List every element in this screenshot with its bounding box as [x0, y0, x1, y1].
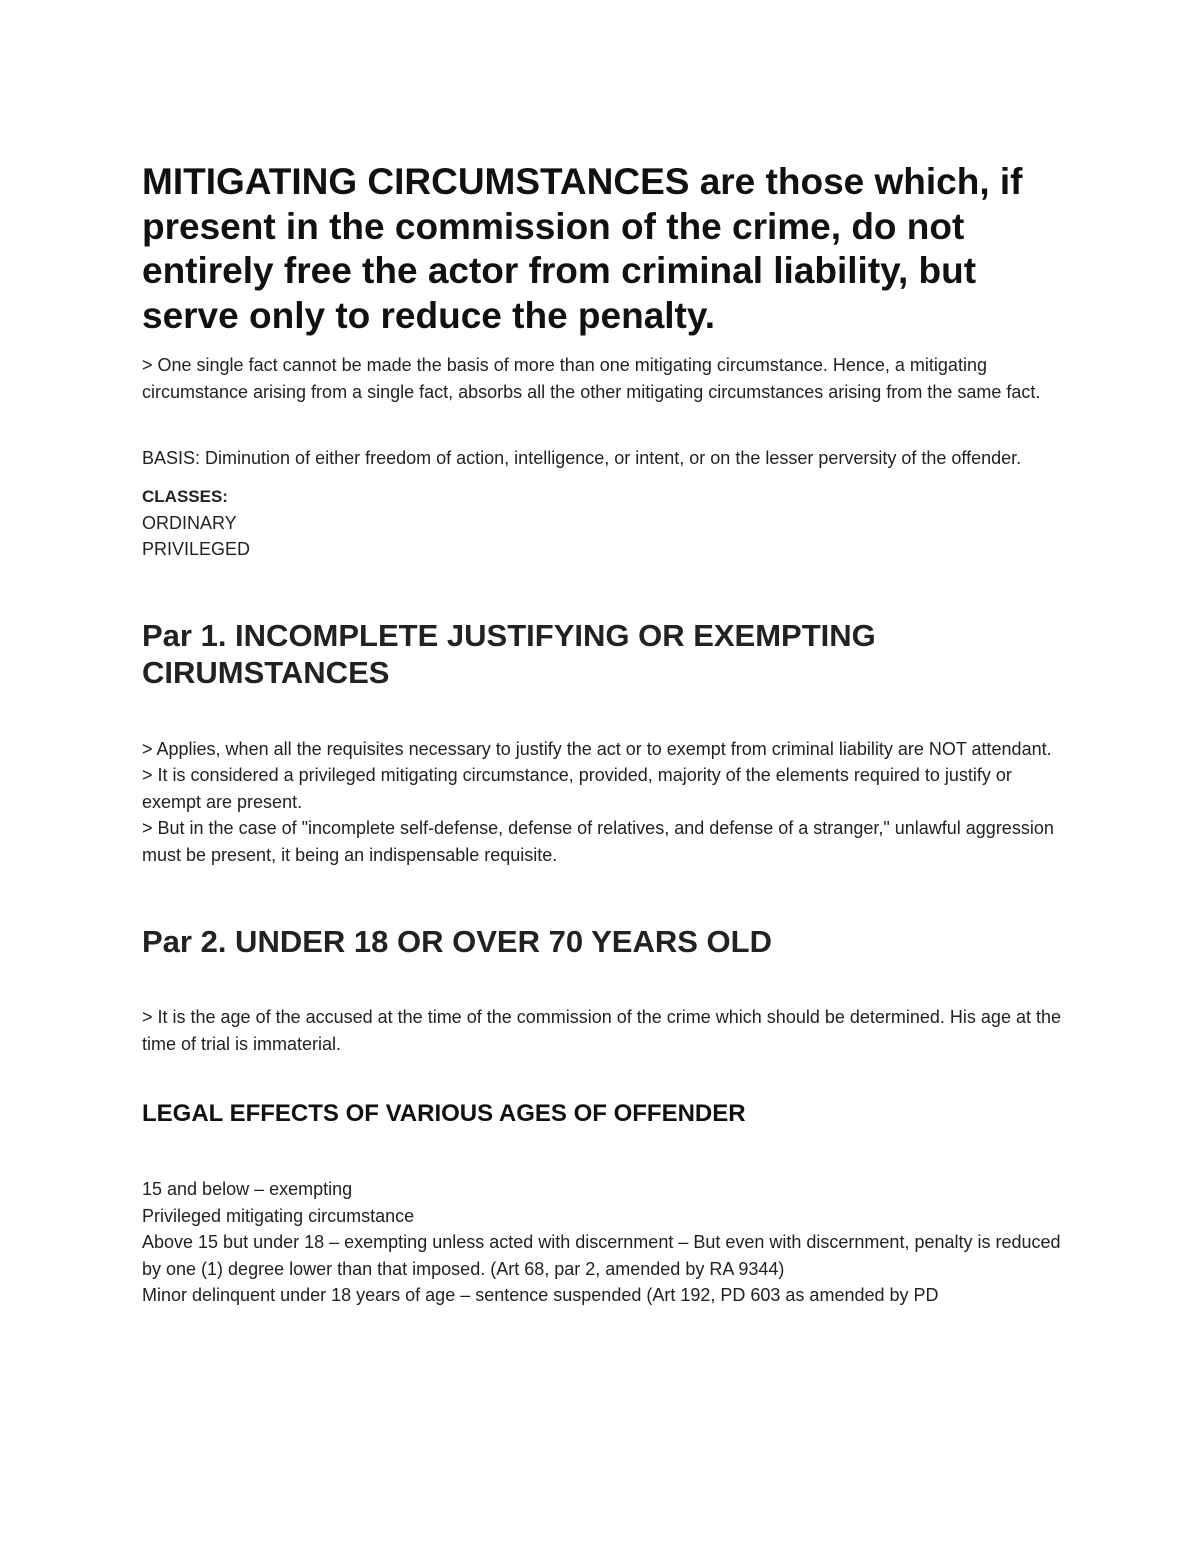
list-item: Privileged mitigating circumstance [142, 1205, 415, 1226]
classes-label: CLASSES: [142, 486, 228, 506]
par2-note: > It is the age of the accused at the time of the commission of the crime which should be determined. His age at the time of trial is immaterial. [142, 1007, 1061, 1054]
par1-point: > But in the case of "incomplete self-defense, defense of relatives, and defense of a stranger," unlawful aggression must be present, it being an indispensable requisite. [142, 818, 1054, 865]
class-ordinary: ORDINARY [142, 512, 237, 533]
document-title: MITIGATING CIRCUMSTANCES are those which, if present in the commission of the crime, do not entirely free the actor from criminal liability, but serve only to reduce the penalty. [142, 161, 1023, 336]
document-page [142, 160, 1062, 1309]
par1-point: > It is considered a privileged mitigating circumstance, provided, majority of the elements required to justify or exempt are present. [142, 765, 1012, 812]
legal-effects-heading: LEGAL EFFECTS OF VARIOUS AGES OF OFFENDER [142, 1100, 746, 1127]
class-privileged: PRIVILEGED [142, 539, 251, 559]
par1-points [142, 736, 1062, 869]
par1-point: > Applies, when all the requisites necessary to justify the act or to exempt from criminal liability are NOT attendant. [142, 738, 1052, 759]
list-item: Above 15 but under 18 – exempting unless acted with discernment – But even with discernment, penalty is reduced by one (1) degree lower than that imposed. (Art 68, par 2, amended by RA 9344) [142, 1232, 1061, 1279]
par1-heading: Par 1. INCOMPLETE JUSTIFYING OR EXEMPTING CIRUMSTANCES [142, 617, 876, 690]
par2-heading: Par 2. UNDER 18 OR OVER 70 YEARS OLD [142, 924, 772, 959]
legal-effects-list [142, 1176, 1062, 1309]
classes-section [142, 484, 1062, 563]
list-item: 15 and below – exempting [142, 1179, 353, 1199]
basis-text: BASIS: Diminution of either freedom of action, intelligence, or intent, or on the lesser perversity of the offender. [142, 448, 1022, 468]
list-item: Minor delinquent under 18 years of age – sentence suspended (Art 192, PD 603 as amended by PD [142, 1285, 939, 1305]
intro-note: > One single fact cannot be made the basis of more than one mitigating circumstance. Hence, a mitigating circumstance arising from a single fact, absorbs all the other mitigating circumstances arising from the same fact. [142, 355, 1041, 402]
